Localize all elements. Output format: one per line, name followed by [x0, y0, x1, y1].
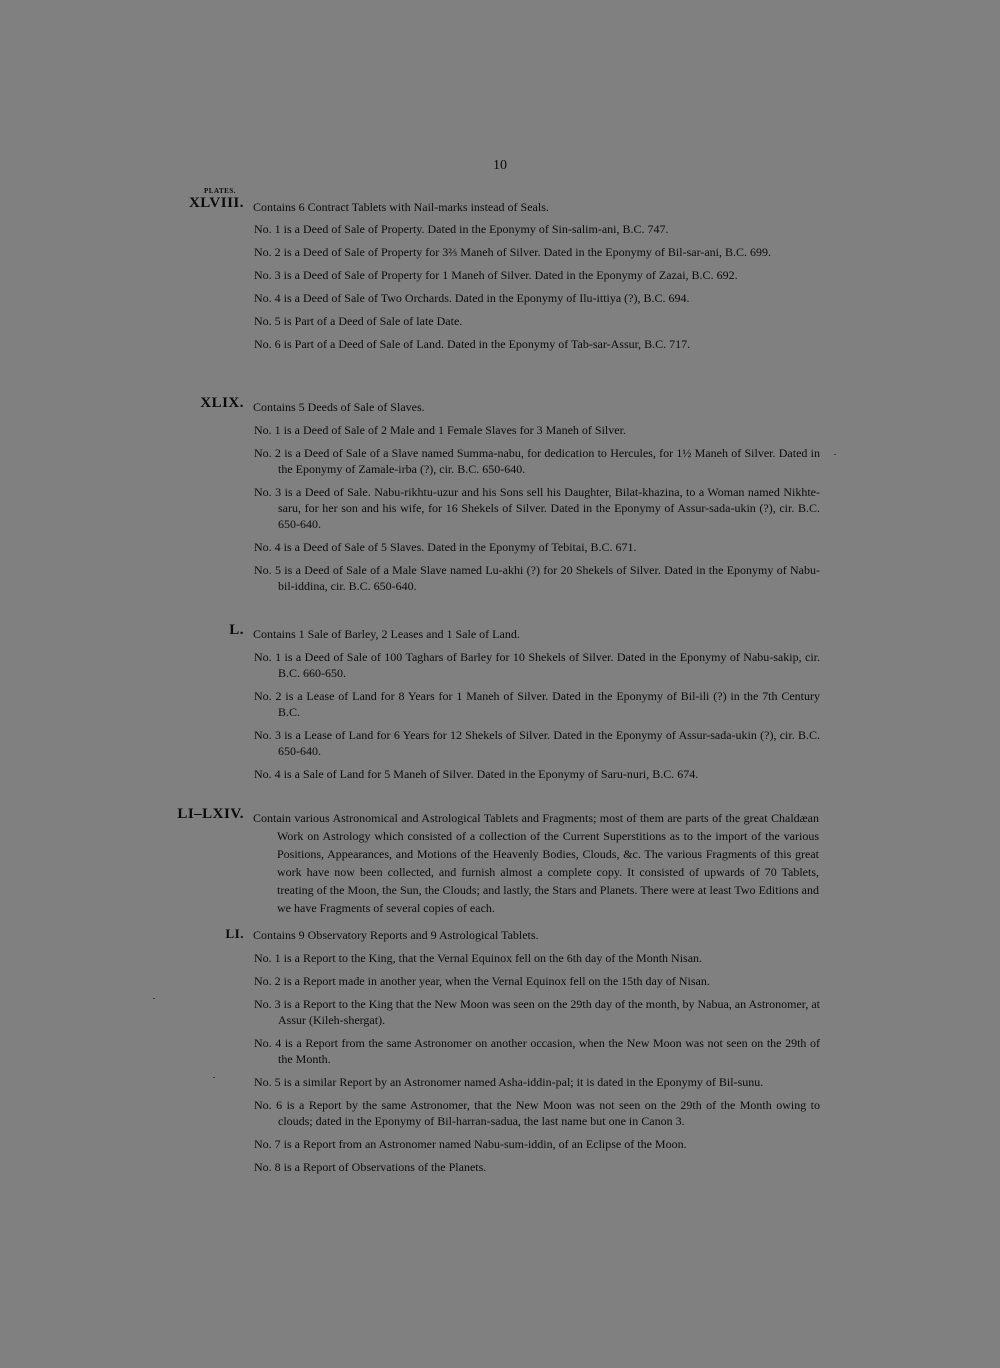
plate-number: LI.	[225, 926, 244, 941]
list-item: No. 1 is a Deed of Sale of 2 Male and 1 Female Slaves for 3 Maneh of Silver.	[254, 423, 626, 437]
plate-number: LI–LXIV.	[177, 806, 244, 822]
plate-number: XLVIII.	[188, 195, 244, 211]
list-item: No. 5 is a Deed of Sale of a Male Slave named Lu-akhi (?) for 20 Shekels of Silver. Dated in the Eponymy of Nabu-bil-iddina, cir. B.C. 650-640.	[254, 563, 820, 593]
list-item: No. 4 is a Sale of Land for 5 Maneh of Silver. Dated in the Eponymy of Saru-nuri, B.C. 674.	[254, 767, 699, 781]
list-item: No. 4 is a Deed of Sale of Two Orchards. Dated in the Eponymy of Ilu-ittiya (?), B.C. 694.	[254, 291, 690, 305]
list-item: No. 4 is a Report from the same Astronomer on another occasion, when the New Moon was not seen on the 29th of the Month.	[254, 1036, 820, 1066]
scan-speck	[213, 1077, 215, 1078]
section-summary: Contains 1 Sale of Barley, 2 Leases and 1 Sale of Land.	[253, 627, 520, 641]
list-item: No. 3 is a Report to the King that the New Moon was seen on the 29th day of the month, by Nabua, an Astronomer, at Assur (Kileh-shergat).	[254, 997, 820, 1027]
list-item: No. 5 is a similar Report by an Astronomer named Asha-iddin-pal; it is dated in the Eponymy of Bil-sunu.	[254, 1075, 764, 1089]
section-paragraph-wrap	[253, 809, 819, 917]
list-item: No. 1 is a Deed of Sale of Property. Dated in the Eponymy of Sin-salim-ani, B.C. 747.	[254, 222, 669, 236]
list-item: No. 2 is a Lease of Land for 8 Years for 1 Maneh of Silver. Dated in the Eponymy of Bil-ili (?) in the 7th Century B.C.	[254, 689, 820, 719]
page-number: 10	[493, 158, 507, 173]
section-summary: Contains 6 Contract Tablets with Nail-marks instead of Seals.	[253, 200, 549, 214]
list-item: No. 3 is a Deed of Sale. Nabu-rikhtu-uzur and his Sons sell his Daughter, Bilat-khazina, to a Woman named Nikhte-saru, for her son and his wife, for 16 Shekels of Silver. Dated in the Eponymy of Assur-sada-ukin (?), cir. B.C. 650-640.	[254, 485, 820, 531]
list-item: No. 6 is Part of a Deed of Sale of Land. Dated in the Eponymy of Tab-sar-Assur, B.C. 717.	[254, 337, 691, 351]
list-item: No. 8 is a Report of Observations of the Planets.	[254, 1160, 487, 1174]
plates-label: PLATES.	[204, 187, 236, 195]
item-list	[254, 649, 820, 789]
list-item: No. 1 is a Deed of Sale of 100 Taghars of Barley for 10 Shekels of Silver. Dated in the Eponymy of Nabu-sakip, cir. B.C. 660-650.	[254, 650, 820, 680]
section-summary: Contains 5 Deeds of Sale of Slaves.	[253, 400, 425, 414]
item-list	[254, 422, 820, 601]
list-item: No. 6 is a Report by the same Astronomer, that the New Moon was not seen on the 29th of the Month owing to clouds; dated in the Eponymy of Bil-harran-sadua, the last name but one in Canon 3.	[254, 1098, 820, 1128]
list-item: No. 2 is a Report made in another year, when the Vernal Equinox fell on the 15th day of Nisan.	[254, 974, 710, 988]
section-summary: Contains 9 Observatory Reports and 9 Astrological Tablets.	[253, 928, 539, 942]
scan-speck	[834, 454, 836, 455]
list-item: No. 3 is a Lease of Land for 6 Years for 12 Shekels of Silver. Dated in the Eponymy of Assur-sada-ukin (?), cir. B.C. 650-640.	[254, 728, 820, 758]
list-item: No. 3 is a Deed of Sale of Property for 1 Maneh of Silver. Dated in the Eponymy of Zazai, B.C. 692.	[254, 268, 738, 282]
plate-number: XLIX.	[200, 395, 244, 411]
list-item: No. 7 is a Report from an Astronomer named Nabu-sum-iddin, of an Eclipse of the Moon.	[254, 1137, 687, 1151]
item-list	[254, 221, 820, 359]
section-paragraph: Contain various Astronomical and Astrological Tablets and Fragments; most of them are parts of the great Chaldæan Work on Astrology which consisted of a collection of the Current Superstitions as to the import of the various Positions, Appearances, and Motions of the Heavenly Bodies, Clouds, &c. The various Fragments of this great work have now been collected, and furnish almost a complete copy. It consisted of upwards of 70 Tablets, treating of the Moon, the Sun, the Clouds; and lastly, the Stars and Planets. There were at least Two Editions and we have Fragments of several copies of each.	[253, 811, 819, 915]
plate-number: L.	[229, 622, 244, 638]
list-item: No. 2 is a Deed of Sale of Property for 3⅔ Maneh of Silver. Dated in the Eponymy of Bil-sar-ani, B.C. 699.	[254, 245, 771, 259]
item-list	[254, 950, 820, 1182]
list-item: No. 5 is Part of a Deed of Sale of late Date.	[254, 314, 463, 328]
list-item: No. 2 is a Deed of Sale of a Slave named Summa-nabu, for dedication to Hercules, for 1½ Maneh of Silver. Dated in the Eponymy of Zamale-irba (?), cir. B.C. 650-640.	[254, 446, 820, 476]
list-item: No. 4 is a Deed of Sale of 5 Slaves. Dated in the Eponymy of Tebitai, B.C. 671.	[254, 540, 637, 554]
scan-speck	[153, 998, 155, 999]
list-item: No. 1 is a Report to the King, that the Vernal Equinox fell on the 6th day of the Month Nisan.	[254, 951, 703, 965]
